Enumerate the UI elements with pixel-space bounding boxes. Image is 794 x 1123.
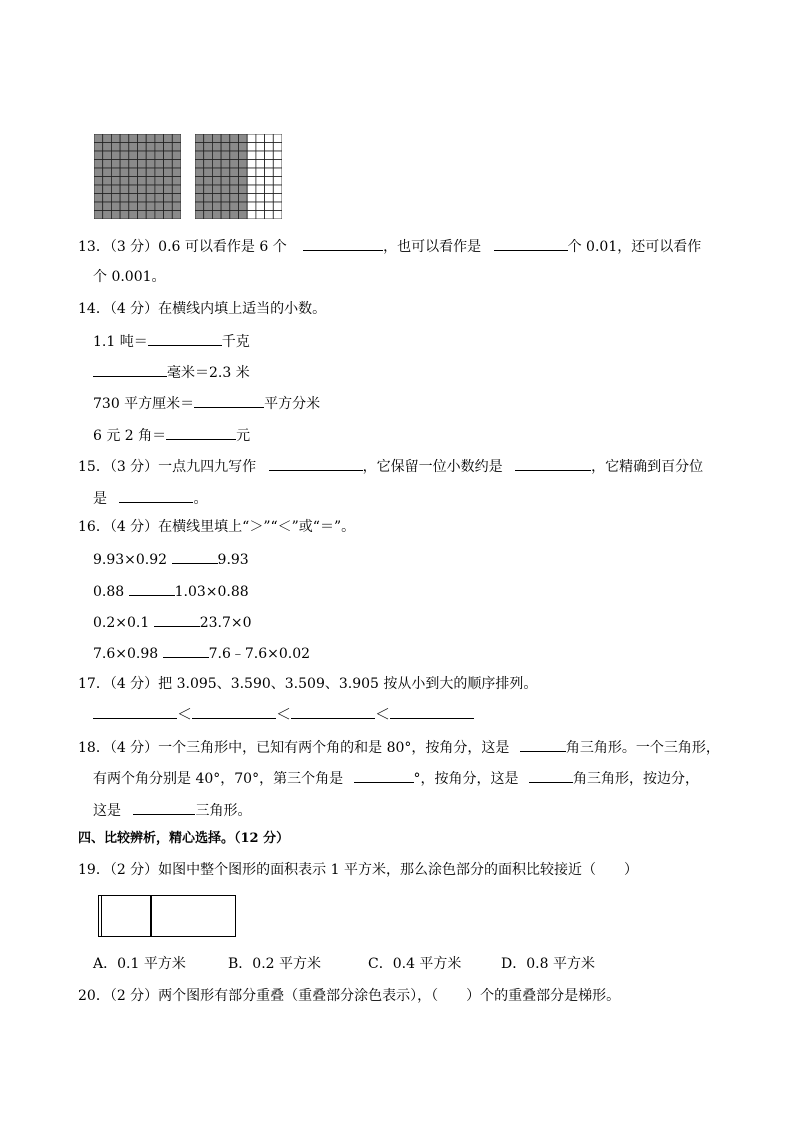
- q19-figure-divider: [150, 896, 152, 936]
- section-4-title: 四、比较辨析，精心选择。（12 分）: [78, 831, 290, 846]
- grid-a-cell: [172, 211, 181, 220]
- grid-b-cell: [265, 151, 274, 160]
- q18-blank-3[interactable]: [529, 770, 573, 783]
- grid-a-cell: [146, 134, 155, 143]
- grid-b-cell: [221, 177, 230, 186]
- q18-blank-4[interactable]: [133, 802, 195, 815]
- grid-a-cell: [120, 211, 129, 220]
- q13-blank-2[interactable]: [494, 238, 568, 251]
- q14-line2: [93, 364, 250, 380]
- grid-b-cell: [273, 168, 282, 177]
- grid-b-cell: [265, 143, 274, 152]
- grid-a-cell: [120, 202, 129, 211]
- grid-a-cell: [94, 177, 103, 186]
- grid-a-cell: [164, 134, 173, 143]
- q17-order-row: [93, 706, 474, 722]
- grid-b-cell: [265, 177, 274, 186]
- q14-blank-3[interactable]: [194, 395, 264, 408]
- q16-blank-3[interactable]: [154, 614, 200, 627]
- q14-blank-4[interactable]: [166, 427, 236, 440]
- grid-a-cell: [120, 177, 129, 186]
- grid-b-cell: [256, 134, 265, 143]
- q13-blank-1[interactable]: [303, 238, 383, 251]
- grid-a-cell: [138, 160, 147, 169]
- q19-figure: [98, 895, 236, 937]
- grid-b-cell: [212, 202, 221, 211]
- q14-l3-text: 730 平方厘米＝: [93, 396, 195, 412]
- grid-a-cell: [138, 177, 147, 186]
- grid-a-cell: [94, 160, 103, 169]
- grid-a-cell: [129, 211, 138, 220]
- grid-b-cell: [212, 185, 221, 194]
- grid-b-cell: [247, 185, 256, 194]
- grid-b-cell: [230, 177, 239, 186]
- grid-b-cell: [247, 134, 256, 143]
- q19-figure-inner-edge: [101, 896, 102, 936]
- q18-line2: [93, 770, 699, 786]
- q15-text-d: 是: [93, 491, 107, 507]
- grid-a-cell: [129, 160, 138, 169]
- q15-line1: [78, 458, 703, 474]
- grid-a-cell: [120, 151, 129, 160]
- grid-a-cell: [129, 177, 138, 186]
- grid-b-cell: [221, 211, 230, 220]
- grid-b-cell: [239, 177, 248, 186]
- grid-a-cell: [146, 151, 155, 160]
- q17-lt-1: ＜: [177, 705, 193, 723]
- hundred-grid-full: [94, 134, 181, 219]
- grid-a-cell: [164, 202, 173, 211]
- grid-b-cell: [221, 194, 230, 203]
- grid-b-cell: [273, 151, 282, 160]
- grid-a-cell: [129, 202, 138, 211]
- grid-b-cell: [230, 151, 239, 160]
- grid-b-cell: [212, 151, 221, 160]
- grid-a-cell: [172, 151, 181, 160]
- q16-row1: [93, 551, 249, 567]
- q15-text-b: ，它保留一位小数约是: [362, 459, 503, 475]
- grid-a-cell: [164, 168, 173, 177]
- q17-blank-4[interactable]: [390, 706, 474, 719]
- grid-b-cell: [212, 143, 221, 152]
- grid-b-cell: [273, 160, 282, 169]
- q18-text-3b: 三角形。: [195, 803, 252, 819]
- grid-b-cell: [239, 211, 248, 220]
- grid-a-cell: [103, 143, 112, 152]
- grid-b-cell: [230, 143, 239, 152]
- q13-text-b: ，也可以看作是: [383, 239, 482, 255]
- grid-b-cell: [230, 134, 239, 143]
- grid-a-cell: [94, 211, 103, 220]
- grid-b-cell: [212, 177, 221, 186]
- q14-l4-text: 6 元 2 角＝: [93, 428, 167, 444]
- q16-r4-left: 7.6×0.98: [93, 646, 159, 662]
- grid-b-cell: [221, 134, 230, 143]
- q18-text-2a: 有两个角分别是 40°，70°，第三个角是: [93, 771, 344, 787]
- grid-b-cell: [204, 194, 213, 203]
- grid-a-cell: [138, 194, 147, 203]
- q15-text-a: 15．（3 分）一点九四九写作: [78, 459, 257, 475]
- q14-title: 14．（4 分）在横线内填上适当的小数。: [78, 301, 327, 317]
- grid-b-cell: [195, 168, 204, 177]
- grid-b-cell: [256, 168, 265, 177]
- grid-a-cell: [155, 151, 164, 160]
- grid-b-cell: [273, 143, 282, 152]
- q16-r1-left: 9.93×0.92: [93, 552, 168, 568]
- grid-b-cell: [256, 185, 265, 194]
- grid-a-cell: [164, 143, 173, 152]
- q16-blank-1[interactable]: [172, 551, 218, 564]
- grid-a-cell: [94, 202, 103, 211]
- q14-l2-text: 毫米＝2.3 米: [167, 365, 250, 381]
- grid-b-cell: [204, 160, 213, 169]
- grid-b-cell: [273, 185, 282, 194]
- q18-line1: [78, 739, 720, 755]
- grid-b-cell: [212, 160, 221, 169]
- q13-text-c: 个 0.01，还可以看作: [567, 239, 702, 255]
- q17-lt-2: ＜: [276, 705, 292, 723]
- q15-text-c: ，它精确到百分位: [591, 459, 704, 475]
- grid-a-cell: [138, 143, 147, 152]
- grid-a-cell: [94, 185, 103, 194]
- grid-b-cell: [239, 160, 248, 169]
- grid-a-cell: [155, 160, 164, 169]
- grid-a-cell: [111, 177, 120, 186]
- q16-r2-right: 1.03×0.88: [174, 584, 249, 600]
- q16-row4: [93, 645, 310, 661]
- q17-blank-1[interactable]: [93, 706, 177, 719]
- grid-a-cell: [164, 151, 173, 160]
- q14-line1: [93, 333, 250, 349]
- grid-a-cell: [138, 211, 147, 220]
- grid-a-cell: [129, 194, 138, 203]
- q13-text-a: 13．（3 分）0.6 可以看作是 6 个: [78, 239, 287, 255]
- q14-line3: [93, 395, 320, 411]
- grid-b-cell: [230, 202, 239, 211]
- grid-b-cell: [239, 143, 248, 152]
- q18-text-2b: °，按角分，这是: [413, 771, 519, 787]
- q15-line2: [93, 490, 207, 506]
- grid-a-cell: [111, 134, 120, 143]
- q16-title: 16．（4 分）在横线里填上“＞”“＜”或“＝”。: [78, 519, 356, 535]
- grid-a-cell: [172, 177, 181, 186]
- q14-l1-unit: 千克: [221, 334, 250, 350]
- grid-b-cell: [195, 194, 204, 203]
- grid-b-cell: [221, 151, 230, 160]
- grid-a-cell: [146, 160, 155, 169]
- grid-a-cell: [111, 168, 120, 177]
- grid-a-cell: [146, 194, 155, 203]
- grid-b-cell: [265, 194, 274, 203]
- grid-a-cell: [111, 194, 120, 203]
- grid-b-cell: [265, 211, 274, 220]
- q16-r3-right: 23.7×0: [199, 615, 252, 631]
- q16-r4-right: 7.6﹣7.6×0.02: [208, 646, 311, 662]
- grid-b-cell: [247, 194, 256, 203]
- q18-text-1b: 角三角形。一个三角形，: [565, 740, 720, 756]
- grid-a-cell: [111, 202, 120, 211]
- grid-b-cell: [221, 168, 230, 177]
- q18-blank-1[interactable]: [520, 739, 566, 752]
- grid-b-cell: [204, 211, 213, 220]
- q16-r2-left: 0.88: [93, 584, 125, 600]
- grid-b-cell: [204, 168, 213, 177]
- grid-b-cell: [195, 160, 204, 169]
- grid-b-cell: [221, 185, 230, 194]
- grid-b-cell: [204, 202, 213, 211]
- grid-a-cell: [155, 194, 164, 203]
- q14-blank-2[interactable]: [93, 364, 167, 377]
- grid-b-cell: [273, 177, 282, 186]
- q20-title: 20．（2 分）两个图形有部分重叠（重叠部分涂色表示），（ ）个的重叠部分是梯形。: [78, 988, 621, 1004]
- grid-a-cell: [94, 151, 103, 160]
- grid-b-cell: [204, 177, 213, 186]
- grid-b-cell: [265, 160, 274, 169]
- grid-a-cell: [103, 177, 112, 186]
- grid-b-cell: [204, 134, 213, 143]
- grid-b-cell: [239, 202, 248, 211]
- grid-b-cell: [247, 151, 256, 160]
- grid-a-cell: [111, 143, 120, 152]
- grid-a-cell: [172, 194, 181, 203]
- grid-b-cell: [230, 160, 239, 169]
- grid-b-cell: [247, 160, 256, 169]
- grid-a-cell: [138, 185, 147, 194]
- grid-a-cell: [146, 177, 155, 186]
- grid-b-cell: [273, 202, 282, 211]
- grid-a-cell: [103, 134, 112, 143]
- grid-b-cell: [256, 202, 265, 211]
- grid-b-cell: [212, 211, 221, 220]
- q18-blank-2[interactable]: [354, 770, 414, 783]
- q15-blank-3[interactable]: [119, 490, 193, 503]
- grid-a-cell: [94, 134, 103, 143]
- grid-b-cell: [247, 211, 256, 220]
- grid-a-cell: [103, 185, 112, 194]
- grid-b-cell: [256, 177, 265, 186]
- grid-a-cell: [138, 168, 147, 177]
- grid-b-cell: [239, 134, 248, 143]
- grid-b-cell: [230, 168, 239, 177]
- grid-a-cell: [164, 211, 173, 220]
- grid-a-cell: [155, 211, 164, 220]
- q17-blank-2[interactable]: [192, 706, 276, 719]
- q19-option-d[interactable]: D．0.8 平方米: [501, 956, 595, 972]
- grid-b-cell: [195, 202, 204, 211]
- grid-b-cell: [256, 160, 265, 169]
- grid-b-cell: [195, 134, 204, 143]
- grid-a-cell: [94, 194, 103, 203]
- grid-a-cell: [103, 160, 112, 169]
- grid-b-cell: [212, 168, 221, 177]
- q18-text-3a: 这是: [93, 803, 121, 819]
- grid-a-cell: [129, 168, 138, 177]
- grid-a-cell: [111, 151, 120, 160]
- grid-b-cell: [273, 134, 282, 143]
- q16-blank-4[interactable]: [163, 645, 209, 658]
- grid-a-cell: [164, 177, 173, 186]
- grid-b-cell: [204, 151, 213, 160]
- q18-line3: [93, 802, 251, 818]
- grid-a-cell: [155, 134, 164, 143]
- grid-b-cell: [230, 185, 239, 194]
- q17-title: 17．（4 分）把 3.095、3.590、3.509、3.905 按从小到大的顺序排列。: [78, 676, 538, 692]
- q19-title: 19．（2 分）如图中整个图形的面积表示 1 平方米，那么涂色部分的面积比较接近（ ）: [78, 862, 638, 878]
- grid-b-cell: [239, 194, 248, 203]
- q14-l4-unit: 元: [236, 428, 251, 444]
- grid-a-cell: [138, 151, 147, 160]
- hundred-grid-partial: [195, 134, 282, 219]
- grid-a-cell: [120, 160, 129, 169]
- grid-a-cell: [120, 185, 129, 194]
- grid-a-cell: [120, 143, 129, 152]
- q15-text-e: 。: [193, 491, 208, 507]
- grid-a-cell: [146, 168, 155, 177]
- grid-b-cell: [256, 194, 265, 203]
- grid-b-cell: [256, 143, 265, 152]
- grid-a-cell: [103, 211, 112, 220]
- grid-a-cell: [155, 202, 164, 211]
- grid-a-cell: [172, 185, 181, 194]
- grid-a-cell: [155, 185, 164, 194]
- grid-b-cell: [247, 202, 256, 211]
- q19-option-a[interactable]: A．0.1 平方米: [93, 956, 186, 972]
- q18-text-2c: 角三角形，按边分，: [573, 771, 699, 787]
- grid-b-cell: [247, 168, 256, 177]
- grid-b-cell: [195, 185, 204, 194]
- grid-b-cell: [247, 143, 256, 152]
- grid-a-cell: [138, 134, 147, 143]
- q16-row3: [93, 614, 252, 630]
- grid-a-cell: [129, 143, 138, 152]
- q16-r1-right: 9.93: [217, 552, 249, 568]
- grid-a-cell: [103, 202, 112, 211]
- grid-a-cell: [146, 202, 155, 211]
- grid-a-cell: [129, 151, 138, 160]
- grid-a-cell: [129, 134, 138, 143]
- grid-a-cell: [120, 134, 129, 143]
- grid-a-cell: [146, 211, 155, 220]
- grid-a-cell: [138, 202, 147, 211]
- grid-b-cell: [221, 143, 230, 152]
- grid-b-cell: [256, 211, 265, 220]
- q19-option-b[interactable]: B．0.2 平方米: [228, 956, 322, 972]
- grid-a-cell: [94, 168, 103, 177]
- q14-l1-text: 1.1 吨＝: [93, 334, 148, 350]
- q17-blank-3[interactable]: [291, 706, 375, 719]
- grid-b-cell: [273, 194, 282, 203]
- grid-b-cell: [239, 151, 248, 160]
- grid-a-cell: [111, 185, 120, 194]
- q17-lt-3: ＜: [375, 705, 391, 723]
- grid-b-cell: [195, 143, 204, 152]
- grid-b-cell: [195, 211, 204, 220]
- grid-b-cell: [230, 211, 239, 220]
- grid-b-cell: [212, 194, 221, 203]
- grid-a-cell: [120, 168, 129, 177]
- grid-b-cell: [204, 185, 213, 194]
- q14-line4: [93, 427, 250, 443]
- grid-b-cell: [256, 151, 265, 160]
- grid-a-cell: [164, 160, 173, 169]
- grid-a-cell: [111, 160, 120, 169]
- grid-a-cell: [172, 134, 181, 143]
- grid-b-cell: [230, 194, 239, 203]
- grid-a-cell: [155, 143, 164, 152]
- grid-a-cell: [94, 143, 103, 152]
- q16-r3-left: 0.2×0.1: [93, 615, 150, 631]
- grid-a-cell: [103, 151, 112, 160]
- grid-a-cell: [172, 168, 181, 177]
- grid-b-cell: [273, 211, 282, 220]
- grid-a-cell: [103, 168, 112, 177]
- q14-blank-1[interactable]: [148, 333, 222, 346]
- grid-b-cell: [195, 151, 204, 160]
- grid-a-cell: [129, 185, 138, 194]
- q18-text-1a: 18．（4 分）一个三角形中，已知有两个角的和是 80°，按角分，这是: [78, 740, 510, 756]
- grid-b-cell: [265, 185, 274, 194]
- q15-blank-2[interactable]: [515, 458, 591, 471]
- grid-a-cell: [155, 177, 164, 186]
- grid-b-cell: [239, 168, 248, 177]
- grid-b-cell: [195, 177, 204, 186]
- grid-b-cell: [221, 202, 230, 211]
- grid-a-cell: [172, 202, 181, 211]
- q14-l3-unit: 平方分米: [264, 396, 321, 412]
- q15-blank-1[interactable]: [269, 458, 363, 471]
- grid-b-cell: [247, 177, 256, 186]
- grid-b-cell: [204, 143, 213, 152]
- grid-a-cell: [172, 160, 181, 169]
- q13-line2: 个 0.001。: [93, 269, 166, 285]
- q16-row2: [93, 583, 249, 599]
- grid-b-cell: [239, 185, 248, 194]
- grid-b-cell: [221, 160, 230, 169]
- grid-a-cell: [146, 143, 155, 152]
- grid-b-cell: [265, 168, 274, 177]
- grid-a-cell: [103, 194, 112, 203]
- grid-a-cell: [111, 211, 120, 220]
- grid-a-cell: [164, 194, 173, 203]
- grid-a-cell: [146, 185, 155, 194]
- grid-a-cell: [120, 194, 129, 203]
- grid-a-cell: [172, 143, 181, 152]
- grid-a-cell: [155, 168, 164, 177]
- grid-b-cell: [265, 134, 274, 143]
- q13-line1: [78, 238, 701, 254]
- q16-blank-2[interactable]: [129, 583, 175, 596]
- grid-b-cell: [212, 134, 221, 143]
- q19-option-c[interactable]: C．0.4 平方米: [368, 956, 462, 972]
- grid-a-cell: [164, 185, 173, 194]
- grid-b-cell: [265, 202, 274, 211]
